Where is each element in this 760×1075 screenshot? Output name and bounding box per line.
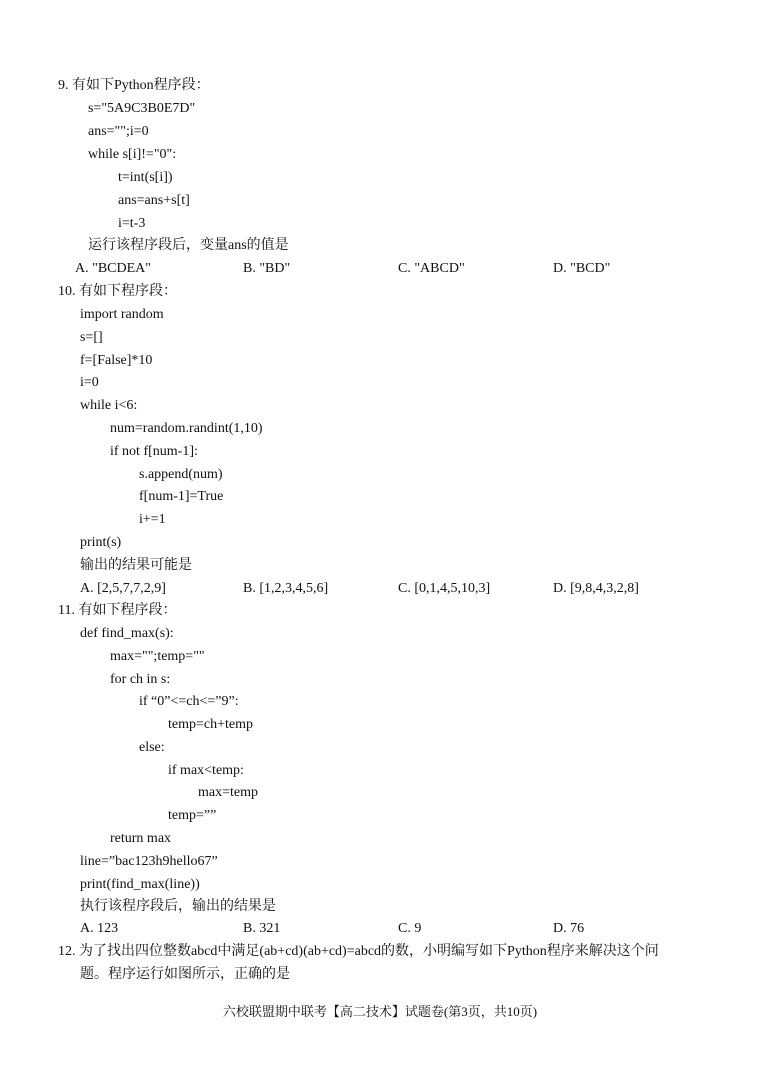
q10-code-line: f[num-1]=True — [139, 489, 224, 504]
q11-code-line: max=temp — [198, 785, 258, 800]
q10-option-b[interactable]: B. [1,2,3,4,5,6] — [243, 581, 329, 596]
q10-option-d[interactable]: D. [9,8,4,3,2,8] — [553, 581, 639, 596]
q10-prompt: 输出的结果可能是 — [80, 558, 192, 573]
q11-option-d[interactable]: D. 76 — [553, 921, 585, 936]
q10-code-line: f=[False]*10 — [80, 353, 153, 368]
q11-code-line: temp=ch+temp — [168, 717, 253, 732]
q11-code-line: line=”bac123h9hello67” — [80, 854, 218, 869]
q10-code-line: if not f[num-1]: — [110, 444, 198, 459]
q11-options — [0, 920, 760, 938]
q10-code-line: s=[] — [80, 330, 103, 345]
q11-code-line: print(find_max(line)) — [80, 877, 200, 892]
q9-option-d[interactable]: D. "BCD" — [553, 261, 611, 276]
q9-code-line: ans=ans+s[t] — [118, 193, 190, 208]
q9-option-c[interactable]: C. "ABCD" — [398, 261, 465, 276]
q11-code-line: if “0”<=ch<=”9”: — [139, 694, 239, 709]
q11-code-line: temp=”” — [168, 808, 217, 823]
q12-stem-line-1: 12. 为了找出四位整数abcd中满足(ab+cd)(ab+cd)=abcd的数，小明编写如下Python程序来解决这个问 — [58, 944, 659, 959]
q12-stem-line-2: 题。程序运行如图所示，正确的是 — [80, 967, 290, 982]
q11-code-line: max="";temp="" — [110, 649, 205, 664]
q9-code-line: i=t-3 — [118, 216, 146, 231]
q11-code-line: if max<temp: — [168, 763, 244, 778]
q10-code-line: s.append(num) — [139, 467, 223, 482]
q9-code-line: ans="";i=0 — [88, 124, 149, 139]
q9-stem: 9. 有如下Python程序段： — [58, 78, 210, 93]
q9-options — [0, 260, 760, 278]
q10-code-line: while i<6: — [80, 398, 138, 413]
q10-code-line: import random — [80, 307, 164, 322]
q9-prompt: 运行该程序段后，变量ans的值是 — [88, 238, 289, 253]
q9-option-b[interactable]: B. "BD" — [243, 261, 291, 276]
q11-prompt: 执行该程序段后，输出的结果是 — [80, 899, 276, 914]
q9-code-line: s="5A9C3B0E7D" — [88, 101, 196, 116]
q11-code-line: def find_max(s): — [80, 626, 174, 641]
q10-code-line: num=random.randint(1,10) — [110, 421, 263, 436]
q11-option-c[interactable]: C. 9 — [398, 921, 422, 936]
q10-options — [0, 580, 760, 598]
q11-code-line: return max — [110, 831, 172, 846]
q11-stem: 11. 有如下程序段： — [58, 603, 177, 618]
q10-code-line: print(s) — [80, 535, 122, 550]
q10-option-c[interactable]: C. [0,1,4,5,10,3] — [398, 581, 491, 596]
q11-option-b[interactable]: B. 321 — [243, 921, 281, 936]
page-footer: 六校联盟期中联考【高二技术】试题卷(第3页，共10页) — [222, 1004, 538, 1019]
q10-code-line: i=0 — [80, 375, 99, 390]
q10-stem: 10. 有如下程序段： — [58, 284, 177, 299]
q9-code-line: while s[i]!="0": — [88, 147, 177, 162]
q9-option-a[interactable]: A. "BCDEA" — [75, 261, 151, 276]
q11-code-line: else: — [139, 740, 165, 755]
q10-option-a[interactable]: A. [2,5,7,7,2,9] — [80, 581, 166, 596]
q10-code-line: i+=1 — [139, 512, 166, 527]
q11-option-a[interactable]: A. 123 — [80, 921, 119, 936]
q9-code-line: t=int(s[i]) — [118, 170, 173, 185]
q11-code-line: for ch in s: — [110, 672, 171, 687]
